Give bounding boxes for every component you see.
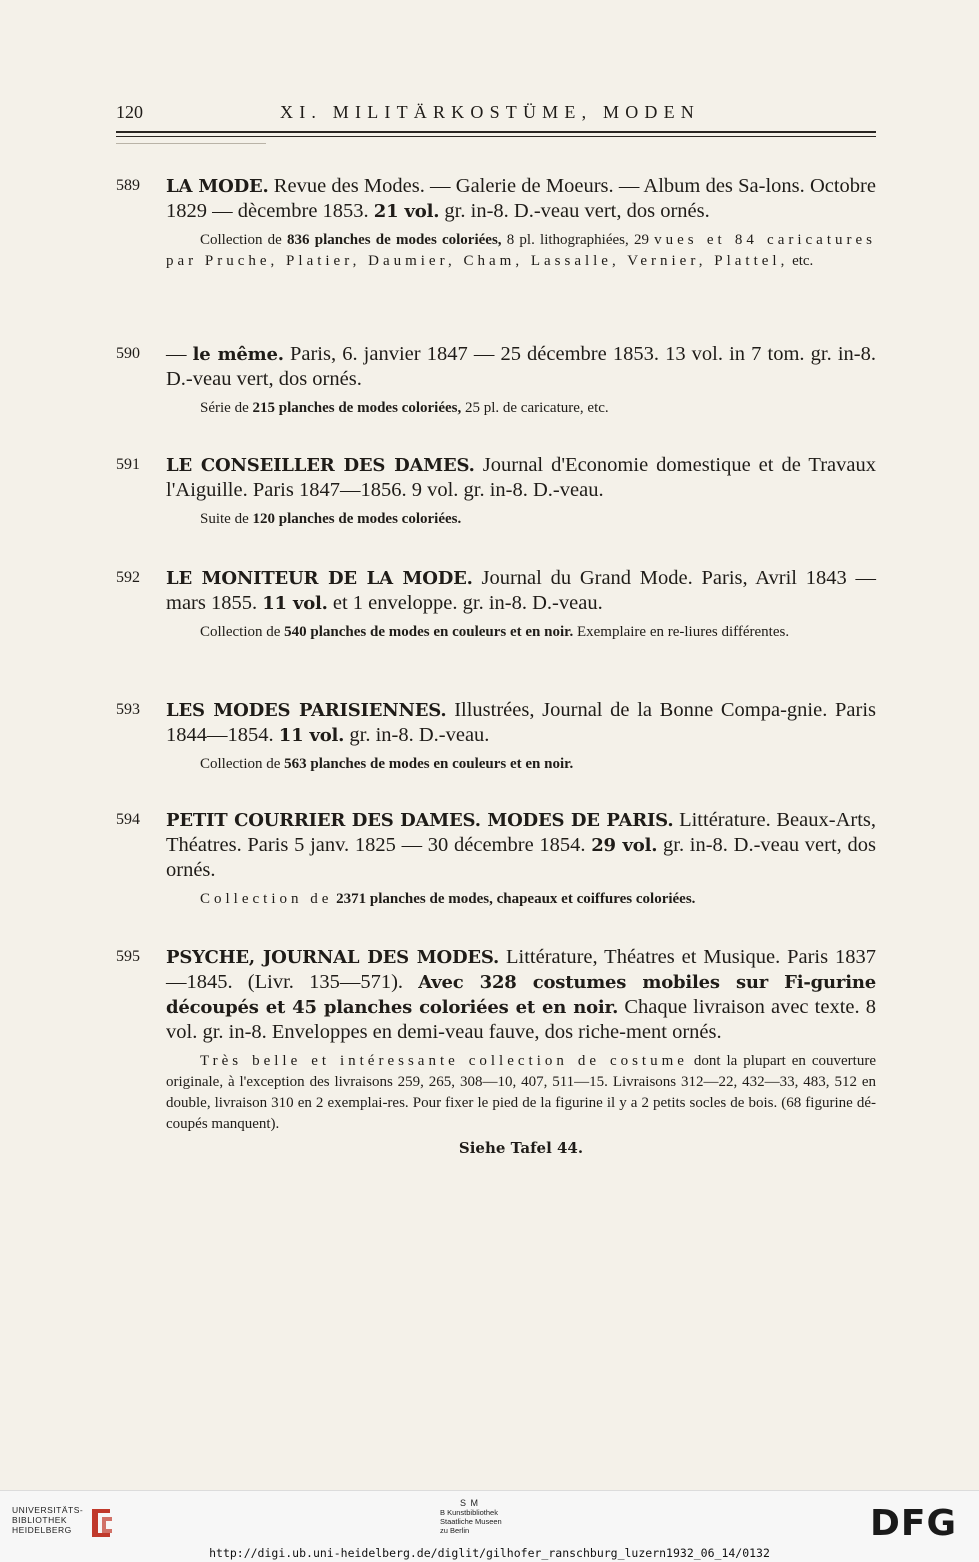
entry-title: le même. bbox=[192, 344, 284, 365]
entry-text: gr. in-8. D.-veau. bbox=[344, 724, 490, 746]
note-text: Exemplaire en re-liures différentes. bbox=[573, 624, 790, 640]
note-text: 8 pl. lithographiées, 29 bbox=[501, 232, 655, 248]
entry-text: Littérature. Beaux-Arts, Théatres. Paris 5 janv. 1825 — 30 décembre 1854. bbox=[166, 809, 876, 856]
note-spaced-text: Très belle et intéressante collection de costume bbox=[200, 1053, 688, 1069]
university-mark-icon bbox=[88, 1505, 116, 1541]
digital-library-footer bbox=[0, 1490, 979, 1562]
entry-title: LE MONITEUR DE LA MODE. bbox=[166, 568, 473, 589]
entry-text: Chaque livraison avec texte. 8 vol. gr. in-8. Enveloppes en demi-veau fauve, dos riche-ment ornés. bbox=[166, 996, 876, 1043]
entry-text: gr. in-8. D.-veau vert, dos ornés. bbox=[166, 834, 876, 881]
header-rule-thick bbox=[116, 131, 876, 133]
note-spaced-text: Collection de bbox=[200, 891, 333, 907]
entry-note bbox=[166, 889, 876, 910]
volume-count: 11 vol. bbox=[278, 725, 345, 746]
note-text: Suite de bbox=[200, 511, 253, 527]
source-url[interactable]: http://digi.ub.uni-heidelberg.de/diglit/gilhofer_ranschburg_luzern1932_06_14/0132 bbox=[209, 1546, 770, 1560]
entry-title: LES MODES PARISIENNES. bbox=[166, 700, 447, 721]
note-highlight: 120 planches de modes coloriées. bbox=[252, 511, 462, 527]
entry-note bbox=[166, 754, 876, 775]
entry-text: Journal d'Economie domestique et de Travaux l'Aiguille. Paris 1847—1856. 9 vol. gr. in-8. D.-veau. bbox=[166, 454, 877, 501]
entry-text: gr. in-8. D.-veau vert, dos ornés. bbox=[439, 200, 710, 222]
volume-count: 11 vol. bbox=[262, 593, 328, 614]
entry-note bbox=[166, 230, 876, 272]
header-rule-faint bbox=[116, 143, 266, 144]
entry-note bbox=[166, 398, 876, 419]
entry-text: Revue des Modes. — Galerie de Moeurs. — Album des Sa-lons. Octobre 1829 — dècembre 1853. bbox=[166, 175, 876, 222]
catalog-entry-595 bbox=[116, 945, 876, 1157]
university-line: UNIVERSITÄTS- bbox=[12, 1505, 84, 1515]
catalog-entry-594 bbox=[116, 808, 876, 910]
note-text: Collection de bbox=[200, 756, 285, 772]
note-highlight: 215 planches de modes coloriées, bbox=[252, 400, 462, 416]
catalog-entry-589 bbox=[116, 174, 876, 272]
page-number: 120 bbox=[116, 102, 143, 122]
entry-text: Paris, 6. janvier 1847 — 25 décembre 1853. 13 vol. in 7 tom. gr. in-8. D.-veau vert, dos ornés. bbox=[166, 343, 876, 390]
note-text: Série de bbox=[200, 400, 253, 416]
entry-description bbox=[166, 174, 876, 224]
note-text: Collection de bbox=[200, 232, 288, 248]
note-highlight: 2371 planches de modes, chapeaux et coiffures coloriées. bbox=[332, 891, 696, 907]
see-plate-reference: Siehe Tafel 44. bbox=[458, 1139, 584, 1157]
library-line: zu Berlin bbox=[440, 1526, 470, 1535]
note-text: dont la plupart en couverture originale, à l'exception des livraisons 259, 265, 308—10, 407, 511—15. Livraisons 312—22, 432—33, 483, 512 en double, livraison 310 en 2 exemplai-res. Pour fixer le pied de la figurine il y a 2 petits socles de bois. (68 figurine dé-coupés manquent). bbox=[166, 1053, 876, 1132]
dfg-logo: DFG bbox=[870, 1503, 958, 1544]
catalog-entry-591 bbox=[116, 453, 876, 530]
header-rule-thin bbox=[116, 136, 876, 137]
entry-description bbox=[166, 808, 876, 883]
note-text: etc. bbox=[788, 253, 814, 269]
entry-number: 591 bbox=[116, 456, 140, 473]
catalog-entry-592 bbox=[116, 566, 876, 643]
note-highlight: 836 planches de modes coloriées, bbox=[287, 232, 502, 248]
entry-text: Journal du Grand Mode. Paris, Avril 1843 — mars 1855. bbox=[166, 567, 876, 614]
entry-title: LE CONSEILLER DES DAMES. bbox=[166, 455, 475, 476]
note-text: 25 pl. de caricature, etc. bbox=[461, 400, 609, 416]
entry-highlight: Avec 328 costumes mobiles sur Fi-gurine découpés et 45 planches coloriées et en noir. bbox=[166, 972, 876, 1018]
entry-title: PETIT COURRIER DES DAMES. MODES DE PARIS. bbox=[166, 810, 674, 831]
note-text: Collection de bbox=[200, 624, 285, 640]
entry-text: Illustrées, Journal de la Bonne Compa-gnie. Paris 1844—1854. bbox=[166, 699, 877, 746]
entry-number: 594 bbox=[116, 811, 140, 828]
entry-number: 589 bbox=[116, 177, 140, 194]
entry-dash: — bbox=[166, 343, 193, 365]
entry-description bbox=[166, 698, 876, 748]
library-line: Staatliche Museen bbox=[440, 1517, 502, 1526]
entry-number: 595 bbox=[116, 948, 140, 965]
catalog-entry-590 bbox=[116, 342, 876, 419]
entry-note bbox=[166, 622, 876, 643]
entry-number: 590 bbox=[116, 345, 140, 362]
entry-description bbox=[166, 342, 876, 392]
entry-number: 592 bbox=[116, 569, 140, 586]
entry-description bbox=[166, 566, 876, 616]
page-header bbox=[116, 100, 876, 130]
kunstbibliothek-logo bbox=[440, 1499, 502, 1535]
volume-count: 21 vol. bbox=[373, 201, 440, 222]
university-line: HEIDELBERG bbox=[12, 1525, 72, 1535]
volume-count: 29 vol. bbox=[591, 835, 658, 856]
note-highlight: 563 planches de modes en couleurs et en noir. bbox=[284, 756, 574, 772]
entry-note bbox=[166, 1051, 876, 1135]
entry-title: PSYCHE, JOURNAL DES MODES. bbox=[166, 947, 500, 968]
entry-description bbox=[166, 945, 876, 1045]
entry-description bbox=[166, 453, 876, 503]
catalog-entry-593 bbox=[116, 698, 876, 775]
note-highlight: 540 planches de modes en couleurs et en noir. bbox=[284, 624, 574, 640]
university-line: BIBLIOTHEK bbox=[12, 1515, 68, 1525]
running-title: XI. MILITÄRKOSTÜME, MODEN bbox=[280, 102, 700, 122]
entry-text: Littérature, Théatres et Musique. Paris 1837—1845. (Livr. 135—571). bbox=[166, 946, 876, 993]
library-line: B Kunstbibliothek bbox=[440, 1508, 498, 1517]
sm-mark: S M bbox=[460, 1498, 480, 1508]
entry-title: LA MODE. bbox=[166, 176, 269, 197]
note-spaced-text: vues et 84 caricatures par Pruche, Platier, Daumier, Cham, Lassalle, Vernier, Plattel, bbox=[166, 232, 876, 269]
entry-number: 593 bbox=[116, 701, 140, 718]
entry-text: et 1 enveloppe. gr. in-8. D.-veau. bbox=[327, 592, 603, 614]
university-library-logo bbox=[12, 1505, 83, 1535]
entry-note bbox=[166, 509, 876, 530]
